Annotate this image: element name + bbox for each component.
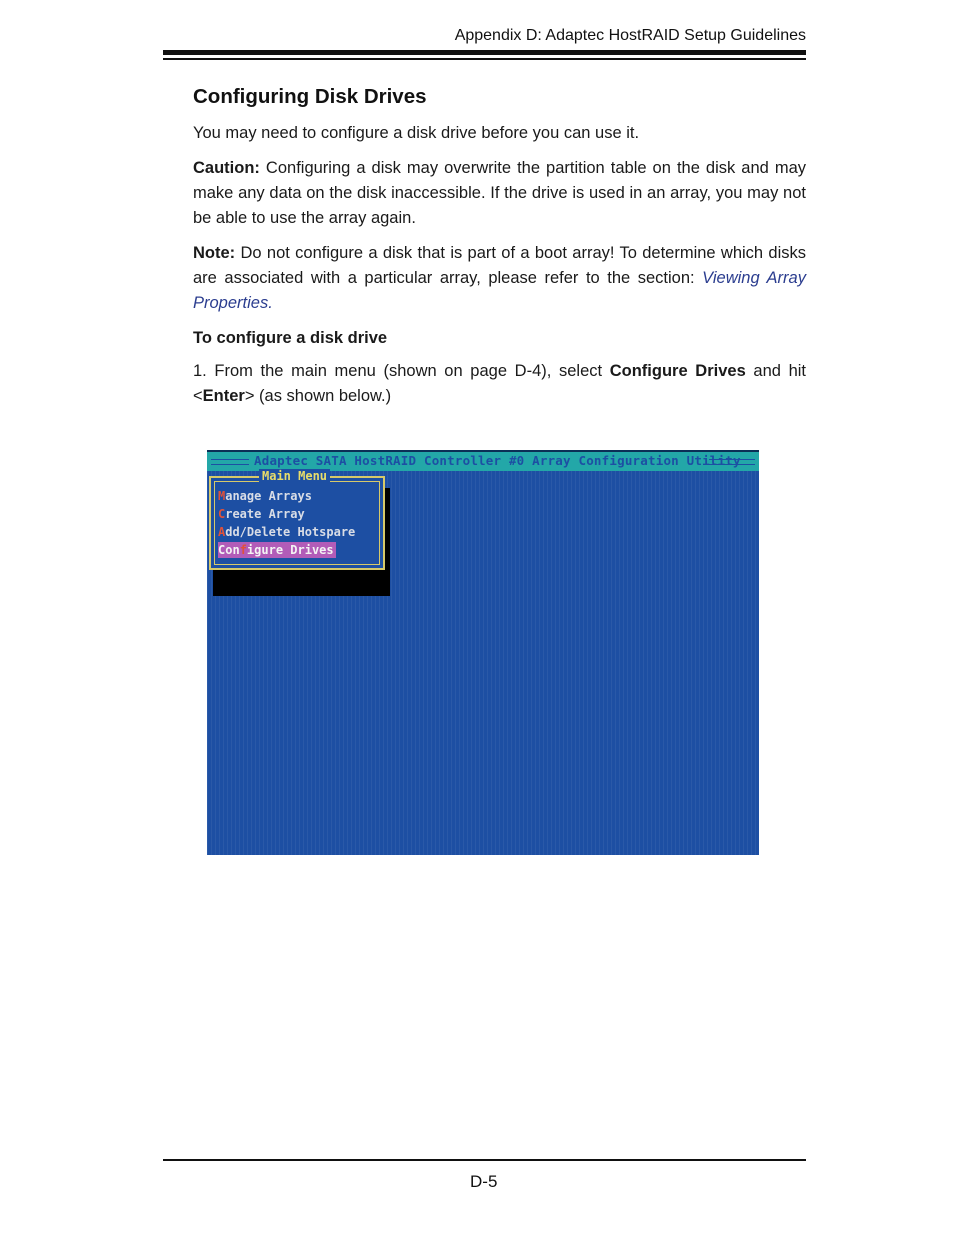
footer-rule <box>163 1159 806 1161</box>
intro-paragraph: You may need to configure a disk drive before you can use it. <box>193 124 640 142</box>
caution-text: Configuring a disk may overwrite the partition table on the disk and may make any data on the disk inaccessible. If the drive is used in an array, you may not be able to use the array again. <box>193 159 806 227</box>
bios-screenshot <box>207 450 759 855</box>
note-text: Do not configure a disk that is part of a boot array! To determine which disks are associated with a particular array, please refer to the section: <box>193 244 806 287</box>
bios-title: Adaptec SATA HostRAID Controller #0 Array Configuration Utility <box>254 453 741 468</box>
menu-item-label-prefix: Con <box>218 543 240 557</box>
note-label: Note: <box>193 244 236 262</box>
menu-item-configure-drives[interactable] <box>218 542 336 558</box>
title-bar-dash-left <box>211 459 249 465</box>
main-menu-title: Main Menu <box>259 469 330 483</box>
viewing-array-properties-link[interactable]: Viewing Array Properties. <box>193 269 806 312</box>
step-1-text: 1. From the main menu (shown on page D-4), select <box>193 362 610 380</box>
step-1 <box>193 359 806 409</box>
header-rule-thin <box>163 58 806 60</box>
running-header: Appendix D: Adaptec HostRAID Setup Guidelines <box>454 27 806 44</box>
caution-paragraph <box>193 156 806 231</box>
step-1-text-post: > (as shown below.) <box>244 387 392 405</box>
enter-key-bold: Enter <box>202 387 245 405</box>
menu-item-label: anage Arrays <box>225 489 312 503</box>
bios-title-bar <box>207 450 759 471</box>
caution-label: Caution: <box>193 159 260 177</box>
menu-item-create-array[interactable] <box>218 506 305 522</box>
menu-item-label: dd/Delete Hotspare <box>225 525 356 539</box>
hotkey-letter: A <box>218 525 226 539</box>
header-rule-thick <box>163 50 806 55</box>
menu-item-manage-arrays[interactable] <box>218 488 312 504</box>
hotkey-letter: C <box>218 507 226 521</box>
main-content <box>193 84 806 419</box>
section-title: Configuring Disk Drives <box>193 85 427 108</box>
menu-item-add-delete-hotspare[interactable] <box>218 524 355 540</box>
menu-item-label: igure Drives <box>246 543 334 557</box>
step-1-text-mid: and hit < <box>193 362 807 405</box>
hotkey-letter: f <box>239 543 247 557</box>
note-paragraph <box>193 241 806 316</box>
page-number: D-5 <box>470 1172 498 1191</box>
procedure-heading: To configure a disk drive <box>193 329 388 347</box>
menu-item-label: reate Array <box>225 507 305 521</box>
configure-drives-bold: Configure Drives <box>609 362 746 380</box>
hotkey-letter: M <box>218 489 226 503</box>
